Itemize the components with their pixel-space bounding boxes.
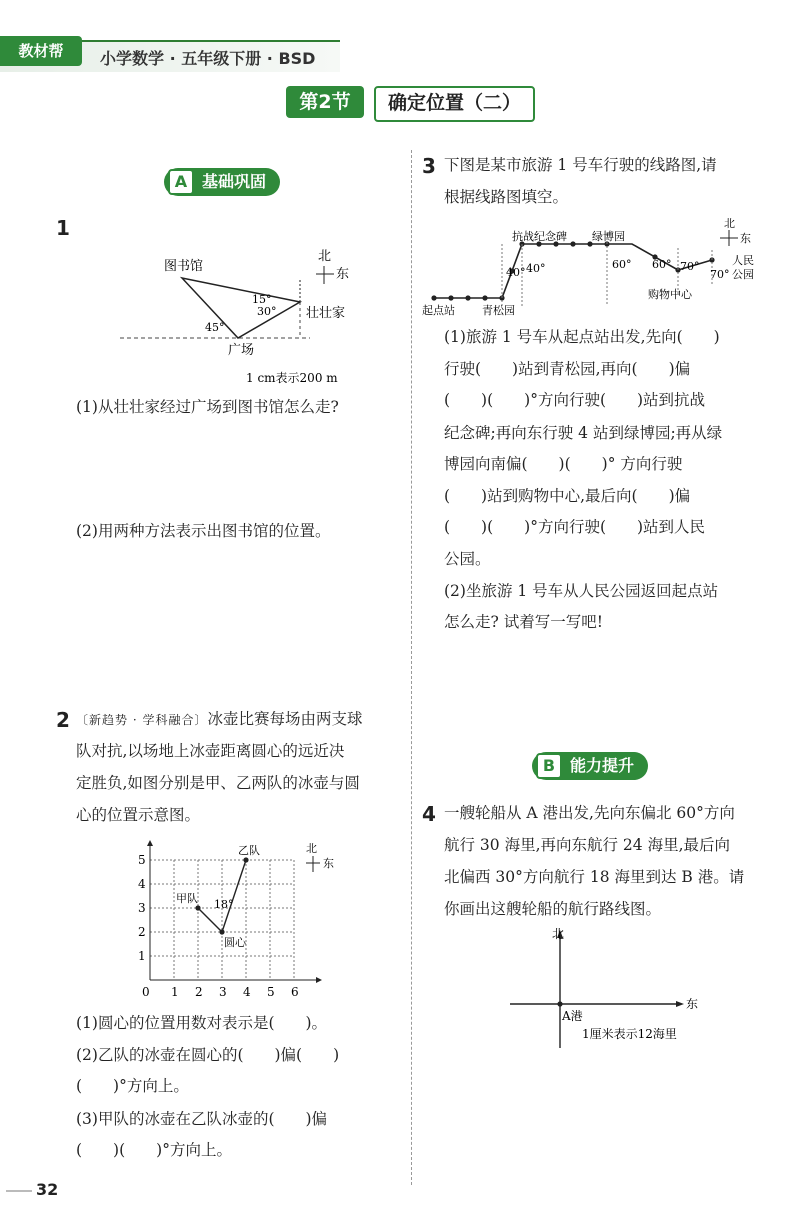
svg-text:抗战纪念碑: 抗战纪念碑 [512,230,567,243]
svg-text:60°: 60° [652,258,672,271]
book-title: 小学数学 · 五年级下册 · BSD [100,49,316,68]
q3-sub4: 纪念碑;再向东行驶 4 站到绿博园;再从绿 [444,424,723,442]
svg-text:人民: 人民 [732,254,754,267]
q3-sub5: 博园向南偏( )( )° 方向行驶 [444,455,683,473]
svg-text:4: 4 [243,985,251,999]
part-b-label: 能力提升 [570,756,635,775]
part-a-heading [164,168,280,196]
part-a-label: 基础巩固 [202,172,267,191]
q3-sub7: ( )( )°方向行驶( )站到人民 [444,518,706,536]
team-yi-point [243,857,248,862]
team-jia-label: 甲队 [176,892,198,905]
svg-text:70°: 70° [710,268,730,281]
q4-line4: 你画出这艘轮船的航行路线图。 [444,900,662,918]
svg-text:1: 1 [171,985,179,999]
team-yi-label: 乙队 [238,844,260,857]
svg-text:东: 东 [740,232,751,245]
svg-text:北: 北 [306,842,317,855]
angle-30: 30° [257,305,277,318]
q3-sub2: 行驶( )站到青松园,再向( )偏 [444,360,691,378]
square-label: 广场 [228,343,255,358]
question-4-number: 4 [422,802,436,826]
svg-text:东: 东 [686,997,699,1011]
svg-text:70°: 70° [680,260,700,273]
q2-line3: 定胜负,如图分别是甲、乙两队的冰壶与圆 [76,774,360,792]
q1-part2: (2)用两种方法表示出图书馆的位置。 [76,522,331,540]
svg-text:2: 2 [138,925,146,939]
q4-line2: 航行 30 海里,再向东航行 24 海里,最后向 [444,836,731,854]
q3-sub3: ( )( )°方向行驶( )站到抗战 [444,391,706,409]
part-b-letter: B [536,753,562,779]
svg-text:青松园: 青松园 [482,304,515,317]
q3-intro1: 下图是某市旅游 1 号车行驶的线路图,请 [444,156,717,174]
page-dash [6,1190,32,1192]
q2-line2: 队对抗,以场地上冰壶距离圆心的远近决 [76,742,345,760]
q2-sub3: ( )°方向上。 [76,1077,189,1095]
svg-text:北: 北 [552,927,565,941]
section-badge: 第2节 [286,86,364,118]
svg-text:3: 3 [138,901,146,915]
q1-part1: (1)从壮壮家经过广场到图书馆怎么走? [76,398,339,416]
team-jia-point [195,905,200,910]
q3-intro2: 根据线路图填空。 [444,188,569,206]
home-label: 壮壮家 [306,306,346,321]
svg-text:3: 3 [219,985,227,999]
svg-text:东: 东 [323,857,334,870]
q2-line1: 〔新趋势 · 学科融合〕冰壶比赛每场由两支球 [76,710,363,728]
column-divider [411,150,412,1185]
svg-text:40°: 40° [526,262,546,275]
svg-text:5: 5 [138,853,146,867]
part-a-letter: A [168,169,194,195]
svg-text:0: 0 [142,985,150,999]
q2-line4: 心的位置示意图。 [76,806,201,824]
q4-axes [500,924,720,1056]
svg-text:绿博园: 绿博园 [592,230,625,243]
svg-text:5: 5 [267,985,275,999]
q3-sub10: 怎么走? 试着写一写吧! [444,613,603,631]
port-a-label: A港 [562,1009,583,1023]
q3-sub1: (1)旅游 1 号车从起点站出发,先向( ) [444,328,720,346]
angle-18: 18° [214,898,234,911]
q3-sub8: 公园。 [444,550,491,568]
svg-text:购物中心: 购物中心 [648,288,692,301]
center-label: 圆心 [224,936,246,949]
q3-sub6: ( )站到购物中心,最后向( )偏 [444,487,691,505]
q3-route-map [420,214,760,318]
q2-sub2: (2)乙队的冰壶在圆心的( )偏( ) [76,1046,340,1064]
svg-text:公园: 公园 [732,268,754,281]
header-tag: 教材帮 [0,36,82,66]
q2-tag: 〔新趋势 · 学科融合〕 [76,713,208,727]
q2-grid-chart [130,838,350,1008]
question-1-number: 1 [56,216,70,240]
north-label: 北 [318,249,332,264]
section-title: 确定位置（二） [374,86,535,122]
angle-15: 15° [252,293,272,306]
port-a-point [557,1001,562,1006]
page-number: 32 [36,1180,59,1199]
part-b-heading [532,752,648,780]
question-3-number: 3 [422,154,436,178]
center-point [219,929,224,934]
svg-text:2: 2 [195,985,203,999]
q4-line1: 一艘轮船从 A 港出发,先向东偏北 60°方向 [444,804,735,822]
svg-text:40°: 40° [506,266,526,279]
svg-text:1: 1 [138,949,146,963]
svg-text:北: 北 [724,217,735,230]
library-label: 图书馆 [164,259,204,274]
svg-text:60°: 60° [612,258,632,271]
q3-sub9: (2)坐旅游 1 号车从人民公园返回起点站 [444,582,719,600]
svg-text:4: 4 [138,877,146,891]
question-2-number: 2 [56,708,70,732]
east-label: 东 [336,267,350,282]
q4-line3: 北偏西 30°方向航行 18 海里到达 B 港。请 [444,868,745,886]
svg-text:起点站: 起点站 [422,304,455,317]
svg-text:6: 6 [291,985,299,999]
scale-label: 1厘米表示12海里 [582,1027,677,1041]
q1-diagram [110,240,370,390]
scale-label: 1 cm表示200 m [246,371,338,385]
q2-sub1: (1)圆心的位置用数对表示是( )。 [76,1014,328,1032]
angle-45: 45° [205,321,225,334]
q2-sub4: (3)甲队的冰壶在乙队冰壶的( )偏 [76,1110,328,1128]
q2-sub5: ( )( )°方向上。 [76,1141,232,1159]
